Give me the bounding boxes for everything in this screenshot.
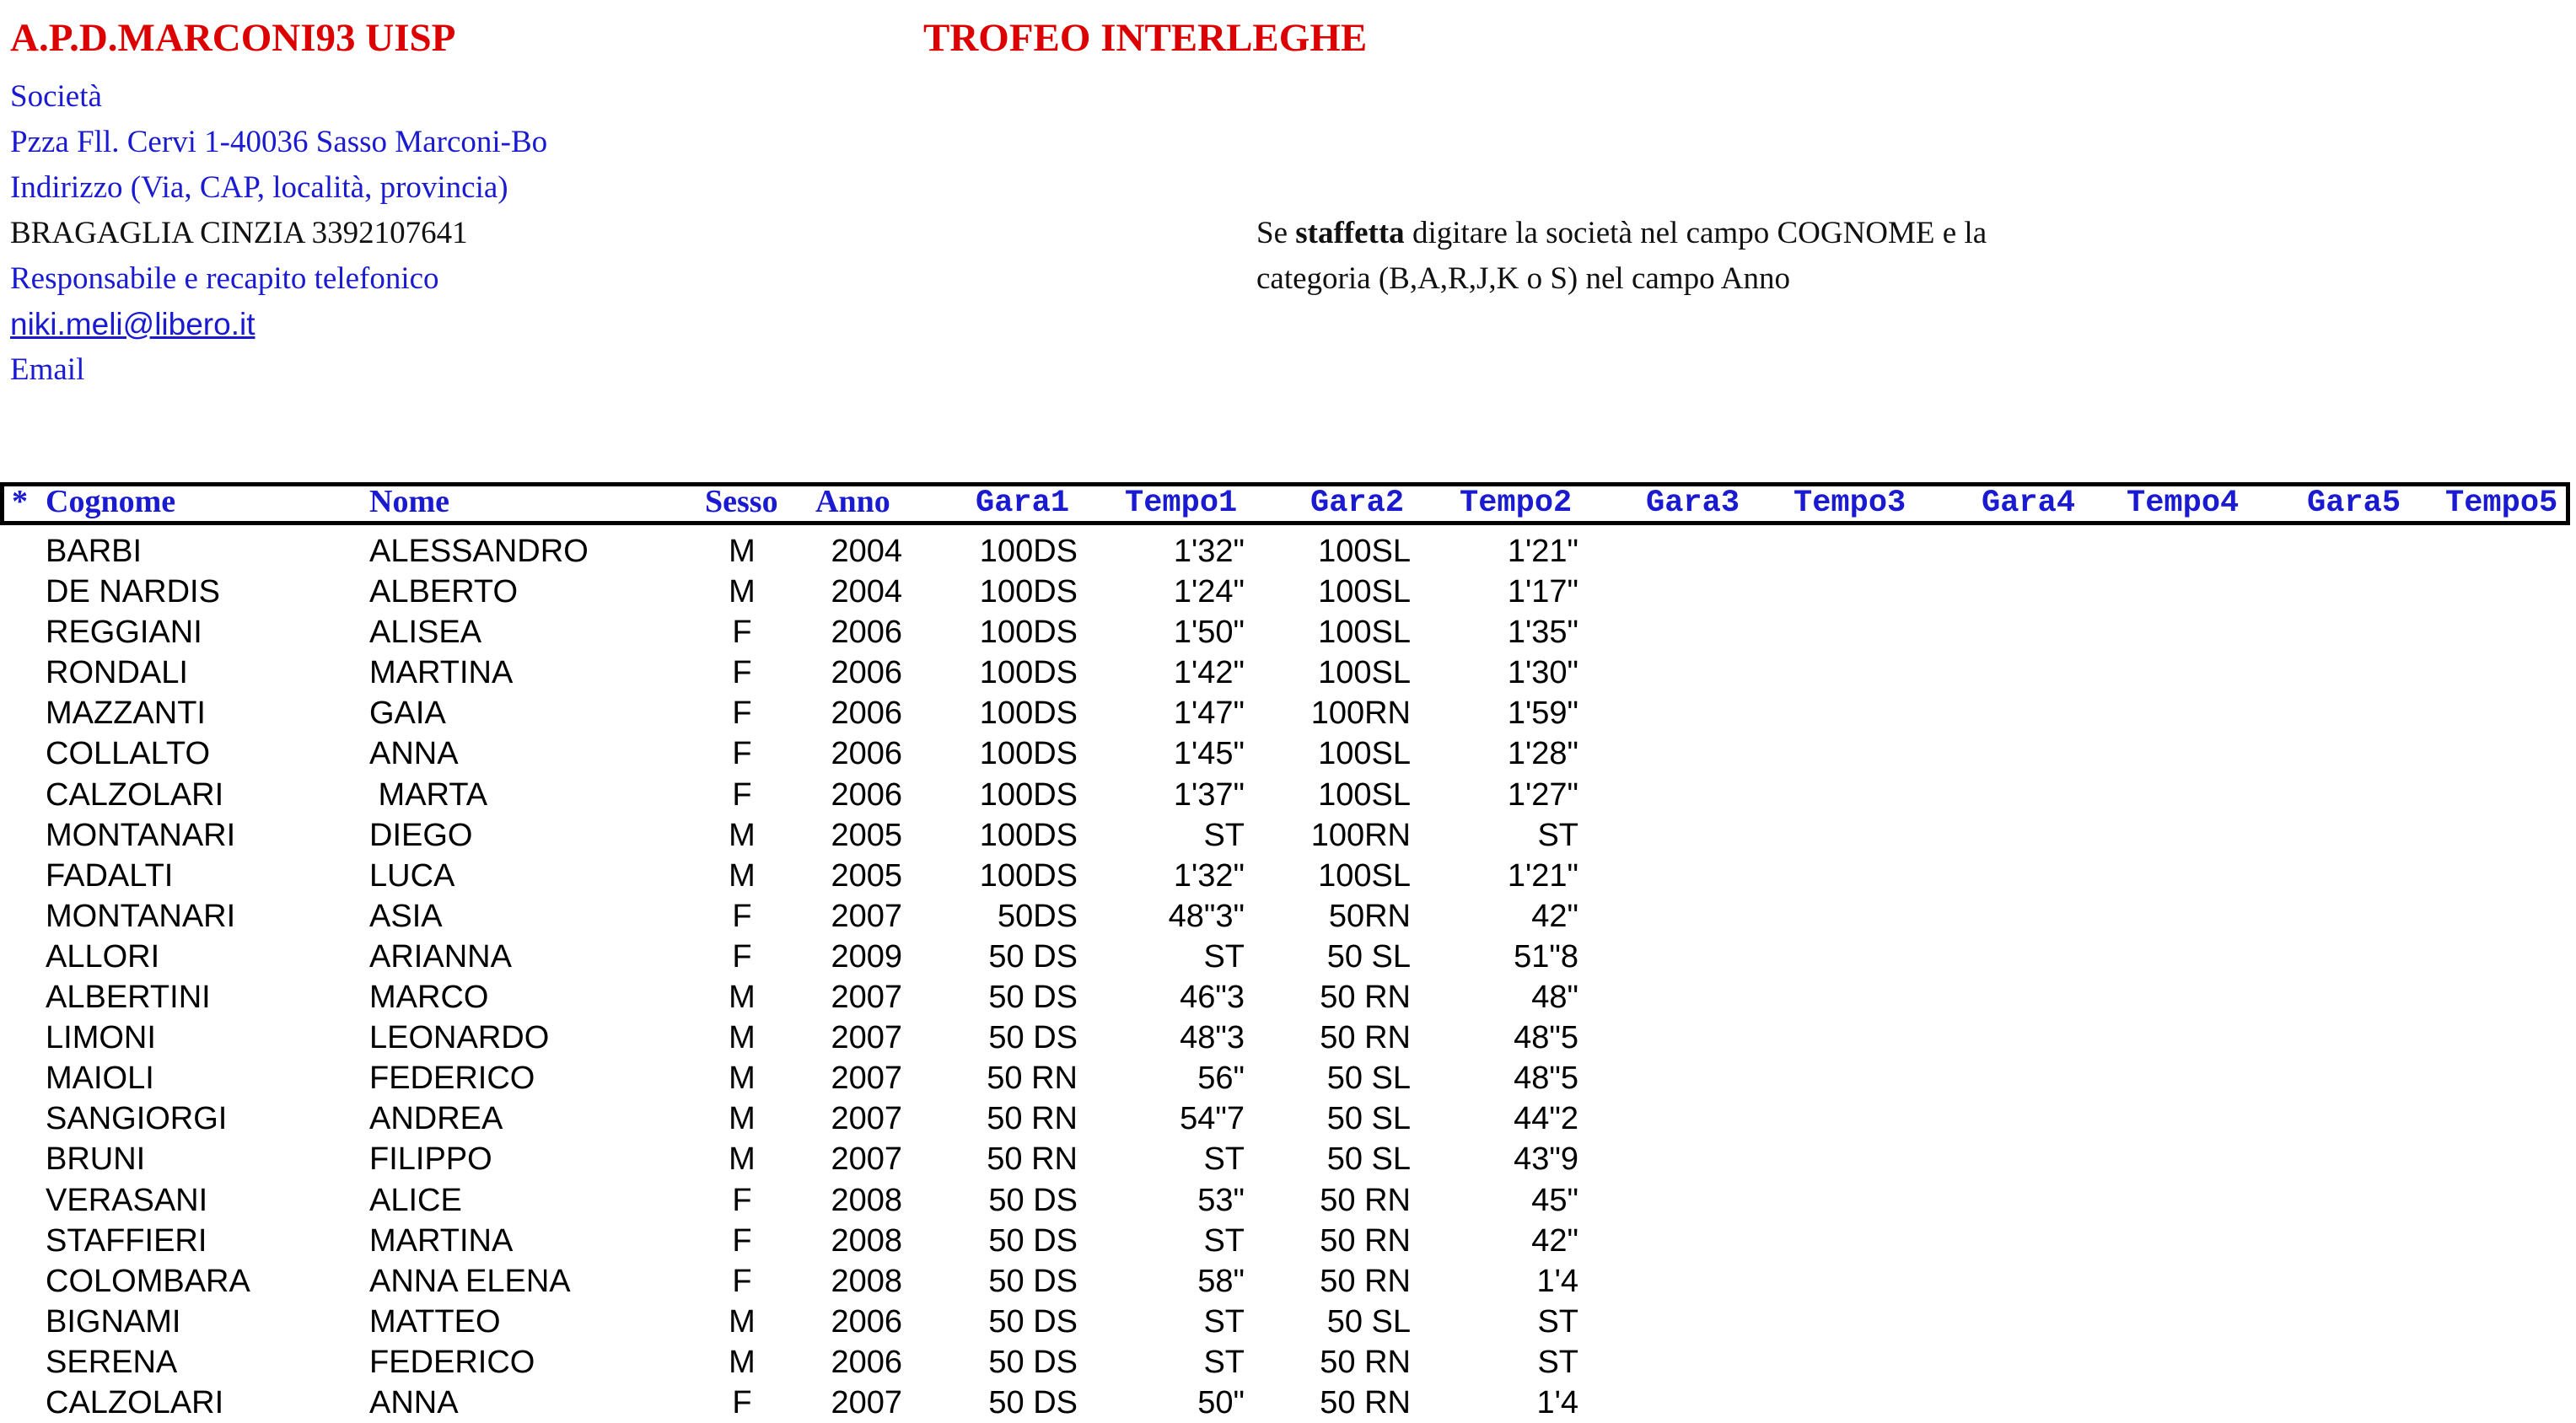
table-row xyxy=(0,1221,2576,1261)
cell-gara1: 50 DS xyxy=(988,1303,1078,1340)
cell-tempo1: 1'47" xyxy=(1173,695,1245,732)
club-title: A.P.D.MARCONI93 UISP xyxy=(10,16,456,60)
cell-nome: LEONARDO xyxy=(369,1020,550,1056)
cell-anno: 2007 xyxy=(831,1061,902,1097)
relay-note-line-1 xyxy=(1256,211,2100,256)
cell-tempo2: 1'4 xyxy=(1536,1263,1578,1299)
cell-gara2: 50 RN xyxy=(1320,1182,1411,1218)
header-tempo5: Tempo5 xyxy=(2445,486,2558,521)
cell-tempo1: 46"3 xyxy=(1180,980,1245,1016)
header-gara4: Gara4 xyxy=(1982,486,2076,521)
header-anno: Anno xyxy=(815,484,890,519)
cell-tempo1: 1'37" xyxy=(1173,776,1245,813)
cell-gara2: 50 SL xyxy=(1326,1141,1411,1178)
header-gara2: Gara2 xyxy=(1310,486,1405,521)
table-row xyxy=(0,1180,2576,1221)
cell-gara2: 50 RN xyxy=(1320,1020,1411,1056)
cell-cognome: MONTANARI xyxy=(46,898,236,934)
cell-gara1: 50 DS xyxy=(988,1263,1078,1299)
cell-gara2: 100RN xyxy=(1310,695,1411,732)
cell-anno: 2006 xyxy=(831,655,902,691)
cell-anno: 2007 xyxy=(831,1141,902,1178)
cell-cognome: MAIOLI xyxy=(46,1061,154,1097)
cell-tempo1: 56" xyxy=(1197,1061,1245,1097)
cell-nome: MATTEO xyxy=(369,1303,501,1340)
cell-tempo2: 42" xyxy=(1531,1222,1578,1259)
cell-nome: ANNA xyxy=(369,1384,459,1420)
cell-cognome: STAFFIERI xyxy=(46,1222,207,1259)
cell-tempo2: 45" xyxy=(1531,1182,1578,1218)
table-row xyxy=(0,937,2576,977)
cell-cognome: VERASANI xyxy=(46,1182,208,1218)
cell-anno: 2007 xyxy=(831,1384,902,1420)
cell-cognome: BRUNI xyxy=(46,1141,146,1178)
header-nome: Nome xyxy=(369,484,449,519)
cell-nome: ARIANNA xyxy=(369,938,512,975)
cell-anno: 2008 xyxy=(831,1263,902,1299)
cell-nome: FEDERICO xyxy=(369,1344,535,1380)
table-row xyxy=(0,1342,2576,1383)
cell-tempo2: 1'21" xyxy=(1507,534,1578,569)
relay-note-suffix: digitare la società nel campo COGNOME e la xyxy=(1404,216,1987,250)
cell-nome: ANNA xyxy=(369,736,459,772)
cell-gara1: 100DS xyxy=(979,534,1078,569)
cell-tempo2: 44"2 xyxy=(1514,1101,1578,1137)
cell-gara2: 50 SL xyxy=(1326,938,1411,975)
cell-gara2: 100SL xyxy=(1318,776,1411,813)
table-row xyxy=(0,733,2576,774)
cell-nome: LUCA xyxy=(369,857,455,894)
cell-tempo1: 48"3 xyxy=(1180,1020,1245,1056)
cell-nome: FEDERICO xyxy=(369,1061,535,1097)
cell-gara2: 100SL xyxy=(1318,655,1411,691)
cell-gara1: 100DS xyxy=(979,776,1078,813)
cell-gara2: 50 RN xyxy=(1320,1344,1411,1380)
cell-tempo1: 48"3" xyxy=(1168,898,1245,934)
cell-nome: FILIPPO xyxy=(369,1141,492,1178)
cell-gara2: 100SL xyxy=(1318,736,1411,772)
cell-sesso: F xyxy=(732,615,752,651)
cell-tempo1: ST xyxy=(1203,1222,1245,1259)
cell-sesso: M xyxy=(729,1141,756,1178)
cell-gara1: 50 DS xyxy=(988,1344,1078,1380)
cell-anno: 2006 xyxy=(831,776,902,813)
cell-anno: 2005 xyxy=(831,817,902,853)
cell-nome: MARCO xyxy=(369,980,489,1016)
cell-gara1: 100DS xyxy=(979,857,1078,894)
cell-tempo2: 43"9 xyxy=(1514,1141,1578,1178)
cell-gara2: 50 SL xyxy=(1326,1101,1411,1137)
relay-note-line-2: categoria (B,A,R,J,K o S) nel campo Anno xyxy=(1256,261,1790,296)
cell-tempo2: 48" xyxy=(1531,980,1578,1016)
cell-gara1: 50 RN xyxy=(987,1141,1078,1178)
header-tempo4: Tempo4 xyxy=(2127,486,2240,521)
cell-cognome: BARBI xyxy=(46,534,143,569)
table-row xyxy=(0,775,2576,815)
cell-gara2: 50 RN xyxy=(1320,1263,1411,1299)
cell-cognome: BIGNAMI xyxy=(46,1303,181,1340)
cell-tempo2: 1'28" xyxy=(1507,736,1578,772)
cell-sesso: M xyxy=(729,817,756,853)
cell-anno: 2008 xyxy=(831,1182,902,1218)
cell-gara1: 100DS xyxy=(979,615,1078,651)
cell-gara1: 50 RN xyxy=(987,1061,1078,1097)
cell-tempo1: 53" xyxy=(1197,1182,1245,1218)
cell-tempo2: 1'30" xyxy=(1507,655,1578,691)
cell-anno: 2009 xyxy=(831,938,902,975)
cell-anno: 2004 xyxy=(831,574,902,610)
cell-gara1: 50 DS xyxy=(988,980,1078,1016)
cell-gara2: 100SL xyxy=(1318,574,1411,610)
event-title: TROFEO INTERLEGHE xyxy=(923,16,1368,60)
cell-anno: 2006 xyxy=(831,695,902,732)
cell-gara2: 50 SL xyxy=(1326,1303,1411,1340)
cell-sesso: F xyxy=(732,776,752,813)
cell-nome: DIEGO xyxy=(369,817,473,853)
cell-sesso: F xyxy=(732,1263,752,1299)
cell-gara2: 50 RN xyxy=(1320,980,1411,1016)
athlete-table-body xyxy=(0,531,2576,1423)
cell-sesso: M xyxy=(729,1101,756,1137)
cell-sesso: F xyxy=(732,1182,752,1218)
club-info xyxy=(10,74,853,393)
cell-nome: MARTA xyxy=(369,776,488,813)
cell-anno: 2008 xyxy=(831,1222,902,1259)
cell-anno: 2007 xyxy=(831,980,902,1016)
cell-tempo2: 1'27" xyxy=(1507,776,1578,813)
cell-tempo2: ST xyxy=(1537,1344,1578,1380)
cell-gara1: 50DS xyxy=(997,898,1078,934)
cell-gara1: 50 RN xyxy=(987,1101,1078,1137)
cell-nome: ANNA ELENA xyxy=(369,1263,571,1299)
cell-gara1: 100DS xyxy=(979,574,1078,610)
cell-cognome: CALZOLARI xyxy=(46,776,224,813)
header-tempo3: Tempo3 xyxy=(1794,486,1906,521)
email-line xyxy=(10,302,853,347)
cell-sesso: F xyxy=(732,695,752,732)
cell-anno: 2004 xyxy=(831,534,902,569)
cell-sesso: F xyxy=(732,898,752,934)
header-sesso: Sesso xyxy=(705,484,778,519)
cell-tempo2: 1'17" xyxy=(1507,574,1578,610)
table-row xyxy=(0,1098,2576,1139)
table-row xyxy=(0,1139,2576,1179)
cell-nome: GAIA xyxy=(369,695,446,732)
cell-tempo2: 1'59" xyxy=(1507,695,1578,732)
table-row xyxy=(0,815,2576,856)
table-row xyxy=(0,896,2576,937)
table-row xyxy=(0,572,2576,612)
header-gara3: Gara3 xyxy=(1646,486,1740,521)
header-tempo1: Tempo1 xyxy=(1125,486,1238,521)
cell-tempo1: ST xyxy=(1203,1344,1245,1380)
cell-cognome: CALZOLARI xyxy=(46,1384,224,1420)
cell-gara1: 50 DS xyxy=(988,1182,1078,1218)
cell-sesso: F xyxy=(732,655,752,691)
cell-tempo2: 42" xyxy=(1531,898,1578,934)
cell-gara1: 50 DS xyxy=(988,1222,1078,1259)
cell-tempo1: 1'24" xyxy=(1173,574,1245,610)
cell-anno: 2007 xyxy=(831,898,902,934)
cell-gara1: 100DS xyxy=(979,695,1078,732)
cell-cognome: RONDALI xyxy=(46,655,188,691)
table-row xyxy=(0,531,2576,572)
cell-tempo1: ST xyxy=(1203,1141,1245,1178)
table-row xyxy=(0,1302,2576,1342)
cell-cognome: SERENA xyxy=(46,1344,178,1380)
table-row xyxy=(0,1018,2576,1058)
responsible-value: BRAGAGLIA CINZIA 3392107641 xyxy=(10,216,468,250)
cell-nome: ASIA xyxy=(369,898,443,934)
cell-tempo1: 1'42" xyxy=(1173,655,1245,691)
cell-anno: 2005 xyxy=(831,857,902,894)
cell-cognome: FADALTI xyxy=(46,857,174,894)
cell-sesso: M xyxy=(729,574,756,610)
cell-tempo1: ST xyxy=(1203,817,1245,853)
cell-sesso: M xyxy=(729,857,756,894)
cell-sesso: F xyxy=(732,1384,752,1420)
cell-anno: 2006 xyxy=(831,736,902,772)
header-cognome: Cognome xyxy=(46,484,176,519)
cell-cognome: ALBERTINI xyxy=(46,980,211,1016)
cell-gara1: 100DS xyxy=(979,655,1078,691)
cell-sesso: M xyxy=(729,534,756,569)
email-link[interactable]: niki.meli@libero.it xyxy=(10,307,255,341)
relay-note-prefix: Se xyxy=(1256,216,1296,250)
cell-gara2: 50 SL xyxy=(1326,1061,1411,1097)
header-gara1: Gara1 xyxy=(976,486,1070,521)
cell-cognome: MAZZANTI xyxy=(46,695,206,732)
cell-nome: ALICE xyxy=(369,1182,462,1218)
cell-gara2: 100SL xyxy=(1318,534,1411,569)
table-row xyxy=(0,612,2576,652)
cell-gara1: 50 DS xyxy=(988,1020,1078,1056)
cell-anno: 2007 xyxy=(831,1101,902,1137)
table-row xyxy=(0,693,2576,733)
responsible-label: Responsabile e recapito telefonico xyxy=(10,261,439,296)
cell-sesso: F xyxy=(732,736,752,772)
cell-anno: 2006 xyxy=(831,1344,902,1380)
cell-nome: ALESSANDRO xyxy=(369,534,589,569)
cell-gara1: 50 DS xyxy=(988,938,1078,975)
cell-anno: 2006 xyxy=(831,615,902,651)
cell-sesso: M xyxy=(729,980,756,1016)
cell-gara2: 50 RN xyxy=(1320,1384,1411,1420)
header-star: * xyxy=(12,484,28,519)
relay-note xyxy=(1256,211,2100,302)
cell-nome: ANDREA xyxy=(369,1101,503,1137)
cell-sesso: M xyxy=(729,1061,756,1097)
cell-gara2: 50RN xyxy=(1328,898,1411,934)
cell-sesso: F xyxy=(732,1222,752,1259)
cell-tempo2: 1'4 xyxy=(1536,1384,1578,1420)
email-label: Email xyxy=(10,352,85,387)
cell-tempo2: ST xyxy=(1537,817,1578,853)
cell-gara1: 100DS xyxy=(979,817,1078,853)
relay-note-bold: staffetta xyxy=(1295,216,1405,250)
cell-cognome: DE NARDIS xyxy=(46,574,220,610)
cell-gara1: 50 DS xyxy=(988,1384,1078,1420)
cell-tempo2: 51"8 xyxy=(1514,938,1578,975)
table-row xyxy=(0,1261,2576,1302)
cell-sesso: F xyxy=(732,938,752,975)
cell-tempo2: 1'21" xyxy=(1507,857,1578,894)
cell-gara2: 50 RN xyxy=(1320,1222,1411,1259)
cell-cognome: MONTANARI xyxy=(46,817,236,853)
cell-gara1: 100DS xyxy=(979,736,1078,772)
cell-gara2: 100RN xyxy=(1310,817,1411,853)
table-row xyxy=(0,977,2576,1018)
societa-label: Società xyxy=(10,79,102,114)
cell-sesso: M xyxy=(729,1344,756,1380)
table-row xyxy=(0,1058,2576,1098)
address-label: Indirizzo (Via, CAP, località, provincia) xyxy=(10,170,508,205)
table-row xyxy=(0,652,2576,693)
cell-tempo1: ST xyxy=(1203,938,1245,975)
cell-nome: ALISEA xyxy=(369,615,482,651)
cell-gara2: 100SL xyxy=(1318,615,1411,651)
cell-cognome: COLLALTO xyxy=(46,736,211,772)
address-value: Pzza Fll. Cervi 1-40036 Sasso Marconi-Bo xyxy=(10,125,548,159)
cell-anno: 2007 xyxy=(831,1020,902,1056)
cell-tempo1: 54"7 xyxy=(1180,1101,1245,1137)
cell-gara2: 100SL xyxy=(1318,857,1411,894)
header-gara5: Gara5 xyxy=(2307,486,2401,521)
cell-tempo1: 1'45" xyxy=(1173,736,1245,772)
cell-cognome: REGGIANI xyxy=(46,615,202,651)
cell-nome: ALBERTO xyxy=(369,574,519,610)
table-row xyxy=(0,856,2576,896)
cell-tempo2: 48"5 xyxy=(1514,1061,1578,1097)
cell-nome: MARTINA xyxy=(369,655,514,691)
table-row xyxy=(0,1383,2576,1423)
cell-tempo2: 1'35" xyxy=(1507,615,1578,651)
cell-sesso: M xyxy=(729,1020,756,1056)
cell-cognome: SANGIORGI xyxy=(46,1101,228,1137)
cell-anno: 2006 xyxy=(831,1303,902,1340)
cell-tempo1: 58" xyxy=(1197,1263,1245,1299)
cell-nome: MARTINA xyxy=(369,1222,514,1259)
cell-tempo2: 48"5 xyxy=(1514,1020,1578,1056)
cell-tempo2: ST xyxy=(1537,1303,1578,1340)
cell-tempo1: 1'32" xyxy=(1173,534,1245,569)
cell-cognome: ALLORI xyxy=(46,938,160,975)
cell-tempo1: ST xyxy=(1203,1303,1245,1340)
header-tempo2: Tempo2 xyxy=(1460,486,1573,521)
cell-cognome: LIMONI xyxy=(46,1020,156,1056)
cell-tempo1: 50" xyxy=(1197,1384,1245,1420)
cell-cognome: COLOMBARA xyxy=(46,1263,250,1299)
cell-tempo1: 1'32" xyxy=(1173,857,1245,894)
cell-sesso: M xyxy=(729,1303,756,1340)
cell-tempo1: 1'50" xyxy=(1173,615,1245,651)
